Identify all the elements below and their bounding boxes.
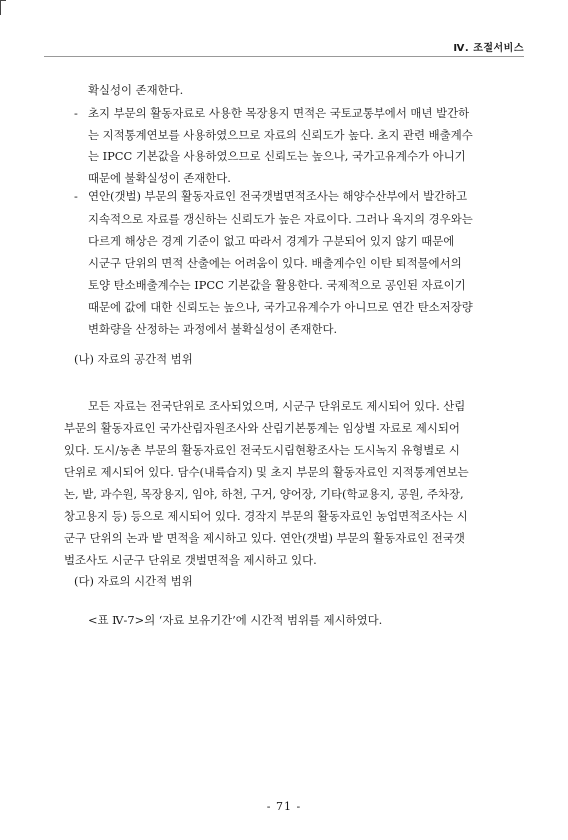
paragraph-line: 초지 부문의 활동자료로 사용한 목장용지 면적은 국토교통부에서 매년 발간하 <box>88 106 470 120</box>
paragraph-line: 군구 단위의 논과 밭 면적을 제시하고 있다. 연안(갯벌) 부문의 활동자료인 전국갯 <box>64 531 465 545</box>
bullet-dash: - <box>74 106 78 120</box>
paragraph-line: 시군구 단위의 면적 산출에는 어려움이 있다. 배출계수인 이탄 퇴적물에서의 <box>88 256 462 270</box>
section-heading-temporal: (다) 자료의 시간적 범위 <box>74 574 193 588</box>
paragraph-line: 연안(갯벌) 부문의 활동자료인 전국갯벌면적조사는 해양수산부에서 발간하고 <box>88 189 468 203</box>
paragraph-line: 변화량을 산정하는 과정에서 불확실성이 존재한다. <box>88 322 338 336</box>
paragraph-line: 논, 밭, 과수원, 목장용지, 임야, 하천, 구거, 양어장, 기타(학교용지, 공원, 주차장, <box>64 487 464 501</box>
paragraph-line: 부문의 활동자료인 국가산림자원조사와 산림기본통계는 임상별 자료로 제시되어 <box>64 421 460 435</box>
section-heading-spatial: (나) 자료의 공간적 범위 <box>74 352 193 366</box>
paragraph-line: <표 Ⅳ-7>의 ‘자료 보유기간’에 시간적 범위를 제시하였다. <box>88 613 383 627</box>
scan-corner-mark <box>0 0 6 15</box>
page-number: - 71 - <box>266 800 302 813</box>
paragraph-line: 지속적으로 자료를 갱신하는 신뢰도가 높은 자료이다. 그러나 육지의 경우와는 <box>88 212 473 226</box>
paragraph-line: 있다. 도시/농촌 부문의 활동자료인 전국도시림현황조사는 도시녹지 유형별로 시 <box>64 443 460 457</box>
paragraph-line: 토양 탄소배출계수는 IPCC 기본값을 활용한다. 국제적으로 공인된 자료이기 <box>88 278 466 292</box>
chapter-header: Ⅳ. 조절서비스 <box>453 43 524 54</box>
paragraph-line: 창고용지 등) 등으로 제시되어 있다. 경작지 부문의 활동자료인 농업면적조사는 시 <box>64 509 468 523</box>
paragraph-line: 는 지적통계연보를 사용하였으므로 자료의 신뢰도가 높다. 초지 관련 배출계수 <box>88 128 473 142</box>
paragraph-line: 는 IPCC 기본값을 사용하였으므로 신뢰도는 높으나, 국가고유계수가 아니기 <box>88 149 466 163</box>
header-rule <box>44 56 524 57</box>
paragraph-line: 다르게 해상은 경계 기준이 없고 따라서 경계가 구분되어 있지 않기 때문에 <box>88 234 455 248</box>
bullet-dash: - <box>74 189 78 203</box>
paragraph-line: 때문에 불확실성이 존재한다. <box>88 171 231 185</box>
paragraph-line: 확실성이 존재한다. <box>88 83 184 97</box>
paragraph-line: 단위로 제시되어 있다. 담수(내륙습지) 및 초지 부문의 활동자료인 지적통계연보는 <box>64 465 469 479</box>
paragraph-line: 벌조사도 시군구 단위로 갯벌면적을 제시하고 있다. <box>64 553 317 567</box>
paragraph-line: 모든 자료는 전국단위로 조사되었으며, 시군구 단위로도 제시되어 있다. 산림 <box>88 399 466 413</box>
paragraph-line: 때문에 값에 대한 신뢰도는 높으나, 국가고유계수가 아니므로 연간 탄소저장량 <box>88 300 473 314</box>
